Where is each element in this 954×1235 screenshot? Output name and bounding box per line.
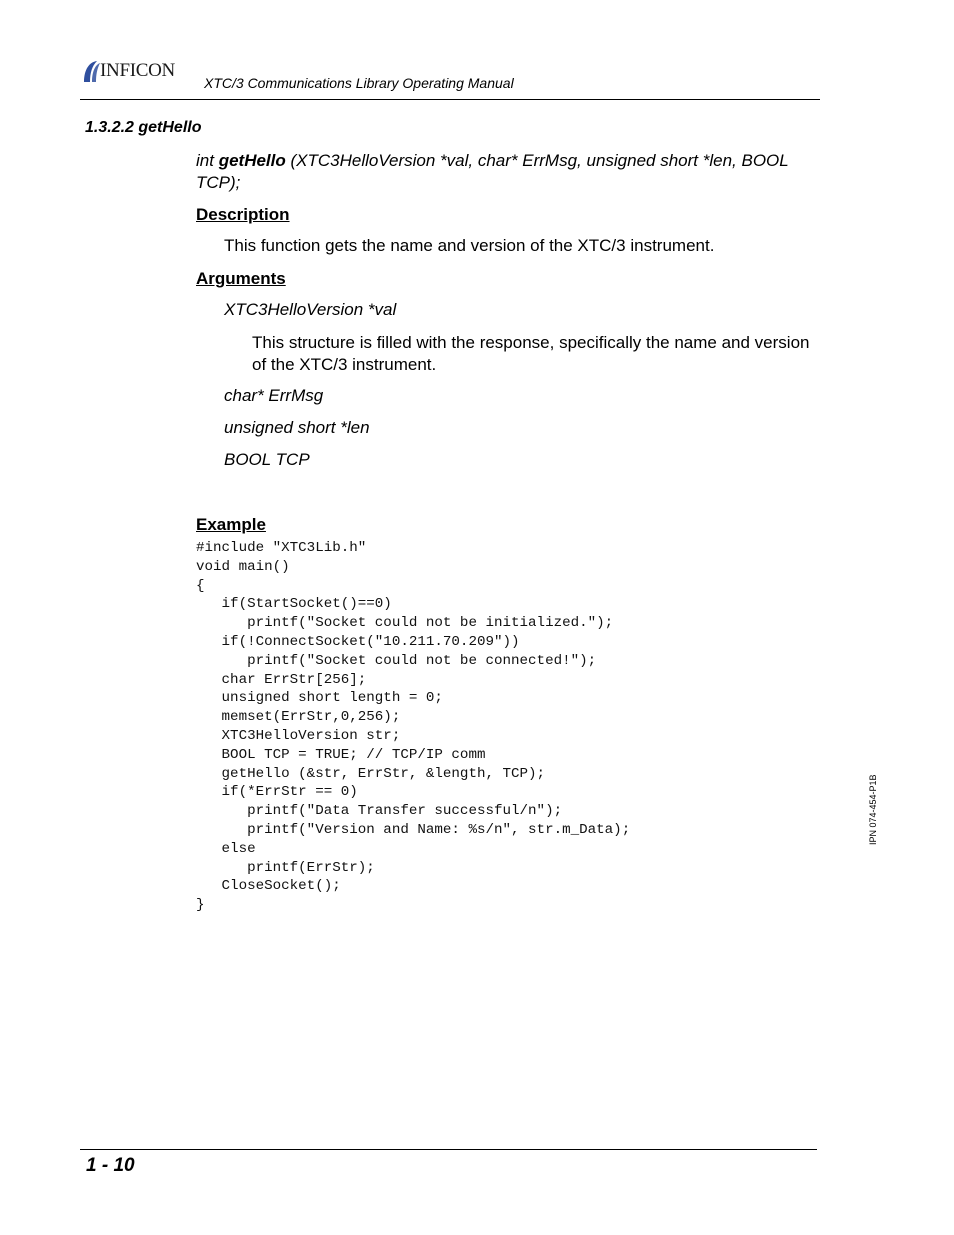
header-divider — [80, 99, 820, 100]
code-example: #include "XTC3Lib.h" void main() { if(StartSocket()==0) printf("Socket could not be initialized."); if(!ConnectSocket("10.211.70.209")) printf("Socket could not be connected!"); char ErrStr[256]; unsigned short length = 0; memset(ErrStr,0,256); XTC3HelloVersion str; BOOL TCP = TRUE; // TCP/IP comm getHello (&str, ErrStr, &length, TCP); if(*ErrStr == 0) printf("Data Transfer successful/n"); printf("Version and Name: %s/n", str.m_Data); else printf(ErrStr); CloseSocket(); } — [196, 540, 631, 914]
function-signature — [196, 150, 816, 194]
signature-function-name: getHello — [218, 151, 286, 170]
part-number-label: IPN 074-454-P1B — [868, 774, 878, 845]
description-heading: Description — [196, 205, 290, 224]
argument-name: char* ErrMsg — [224, 386, 324, 405]
document-title: XTC/3 Communications Library Operating Manual — [204, 75, 514, 91]
description-text: This function gets the name and version of the XTC/3 instrument. — [224, 236, 715, 255]
argument-name: unsigned short *len — [224, 418, 370, 437]
section-heading: 1.3.2.2 getHello — [85, 119, 202, 136]
argument-name: XTC3HelloVersion *val — [224, 300, 397, 319]
argument-name: BOOL TCP — [224, 450, 310, 469]
brand-name: INFICON — [100, 60, 175, 81]
signature-params: (XTC3HelloVersion *val, char* ErrMsg, unsigned short *len, BOOL TCP); — [196, 151, 789, 192]
page-number: 1 - 10 — [86, 1155, 135, 1176]
signature-prefix: int — [196, 151, 219, 170]
argument-description: This structure is filled with the response, specifically the name and version of the XTC/3 instrument. — [252, 333, 810, 374]
example-heading: Example — [196, 515, 266, 534]
footer-divider — [80, 1149, 817, 1150]
arguments-heading: Arguments — [196, 269, 286, 288]
